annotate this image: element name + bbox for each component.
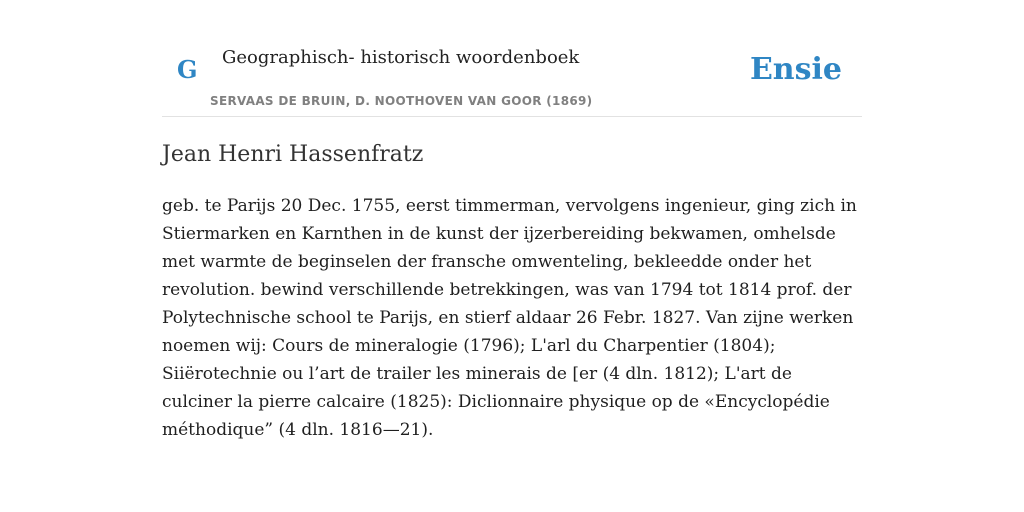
book-author: SERVAAS DE BRUIN, D. NOOTHOVEN VAN GOOR (1869)	[210, 94, 593, 108]
entry-body: geb. te Parijs 20 Dec. 1755, eerst timmerman, vervolgens ingenieur, ging zich in Stiermarken en Karnthen in de kunst der ijzerbereiding bekwamen, omhelsde met warmte de beginselen der fransche omwenteling, bekleedde onder het revolution. bewind verschillende betrekkingen, was van 1794 tot 1814 prof. der Polytechnische school te Parijs, en stierf aldaar 26 Febr. 1827. Van zijne werken noemen wij: Cours de mineralogie (1796); L'arl du Charpentier (1804); Siiërotechnie ou l’art de trailer les minerais de [er (4 dln. 1812); L'art de culciner la pierre calcaire (1825): Diclionnaire physique op de «Encyclopédie méthodique” (4 dln. 1816—21).	[162, 196, 857, 440]
ensie-logo-link[interactable]: Ensie	[749, 52, 842, 87]
book-letter-badge: G	[177, 55, 198, 84]
book-title[interactable]: Geographisch- historisch woordenboek	[222, 47, 580, 68]
page-header	[162, 0, 862, 117]
entry-title: Jean Henri Hassenfratz	[162, 142, 424, 167]
